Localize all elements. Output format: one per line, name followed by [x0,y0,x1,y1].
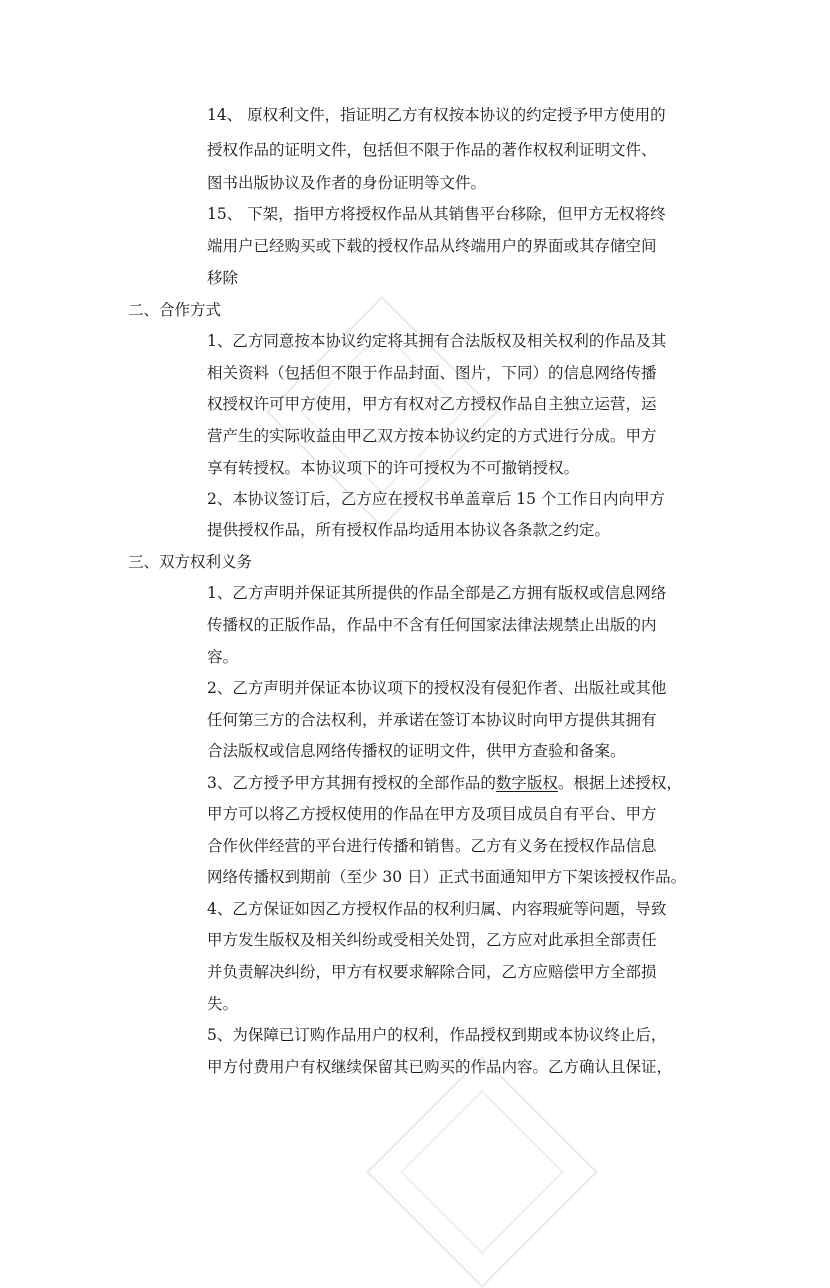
clause-15-line-2: 端用户已经购买或下载的授权作品从终端用户的界面或其存储空间 [207,237,657,255]
sec2-item1-line-4: 营产生的实际收益由甲乙双方按本协议约定的方式进行分成。甲方 [207,427,657,445]
clause-14-line-3: 图书出版协议及作者的身份证明等文件。 [207,174,487,192]
sec2-item1-line-5: 享有转授权。本协议项下的许可授权为不可撤销授权。 [207,459,580,477]
clause-15-line-3: 移除 [207,269,239,287]
sec2-item2-line-2: 提供授权作品，所有授权作品均适用本协议各条款之约定。 [207,521,611,539]
sec3-item5-line-2: 甲方付费用户有权继续保留其已购买的作品内容。乙方确认且保证， [207,1058,673,1076]
section-heading-2: 二、合作方式 [128,301,222,319]
sec2-item1-line-1: 1、乙方同意按本协议约定将其拥有合法版权及相关权利的作品及其 [207,332,667,350]
sec3-item2-line-1: 2、乙方声明并保证本协议项下的授权没有侵犯作者、出版社或其他 [207,679,667,697]
sec2-item2-line-1: 2、本协议签订后，乙方应在授权书单盖章后 15 个工作日内向甲方 [207,490,665,508]
section-heading-3: 三、双方权利义务 [128,553,253,571]
clause-14-line-1: 14、 原权利文件，指证明乙方有权按本协议的约定授予甲方使用的 [207,106,666,124]
sec3-item3-line-2: 甲方可以将乙方授权使用的作品在甲方及项目成员自有平台、甲方 [207,805,657,823]
sec3-item5-line-1: 5、为保障已订购作品用户的权利，作品授权到期或本协议终止后， [207,1026,667,1044]
sec3-item2-line-3: 合法版权或信息网络传播权的证明文件，供甲方查验和备案。 [207,742,626,760]
sec3-item1-line-2: 传播权的正版作品，作品中不含有任何国家法律法规禁止出版的内 [207,616,657,634]
sec3-item4-line-4: 失。 [207,995,239,1013]
clause-14-line-2: 授权作品的证明文件，包括但不限于作品的著作权权利证明文件、 [207,141,657,159]
sec3-item1-line-3: 容。 [207,648,239,666]
sec2-item1-line-3: 权授权许可甲方使用，甲方有权对乙方授权作品自主独立运营，运 [207,395,657,413]
sec2-item1-line-2: 相关资料（包括但不限于作品封面、图片，下同）的信息网络传播 [207,364,657,382]
sec3-item3-line-4: 网络传播权到期前（至少 30 日）正式书面通知甲方下架该授权作品。 [207,868,687,886]
sec3-item1-line-1: 1、乙方声明并保证其所提供的作品全部是乙方拥有版权或信息网络 [207,584,667,602]
sec3-item2-line-2: 任何第三方的合法权利，并承诺在签订本协议时向甲方提供其拥有 [207,711,657,729]
sec3-item4-line-2: 甲方发生版权及相关纠纷或受相关处罚，乙方应对此承担全部责任 [207,931,657,949]
sec3-item4-line-1: 4、乙方保证如因乙方授权作品的权利归属、内容瑕疵等问题，导致 [207,900,667,918]
sec3-item3-text-a: 3、乙方授予甲方其拥有授权的全部作品的 [207,774,496,792]
digital-copyright-underlined: 数字版权 [495,774,558,792]
sec3-item3-text-b: 。根据上述授权， [557,774,682,792]
sec3-item3-line-1 [207,773,682,793]
sec3-item4-line-3: 并负责解决纠纷，甲方有权要求解除合同，乙方应赔偿甲方全部损 [207,963,657,981]
sec3-item3-line-3: 合作伙伴经营的平台进行传播和销售。乙方有义务在授权作品信息 [207,837,657,855]
clause-15-line-1: 15、 下架，指甲方将授权作品从其销售平台移除，但甲方无权将终 [207,205,666,223]
